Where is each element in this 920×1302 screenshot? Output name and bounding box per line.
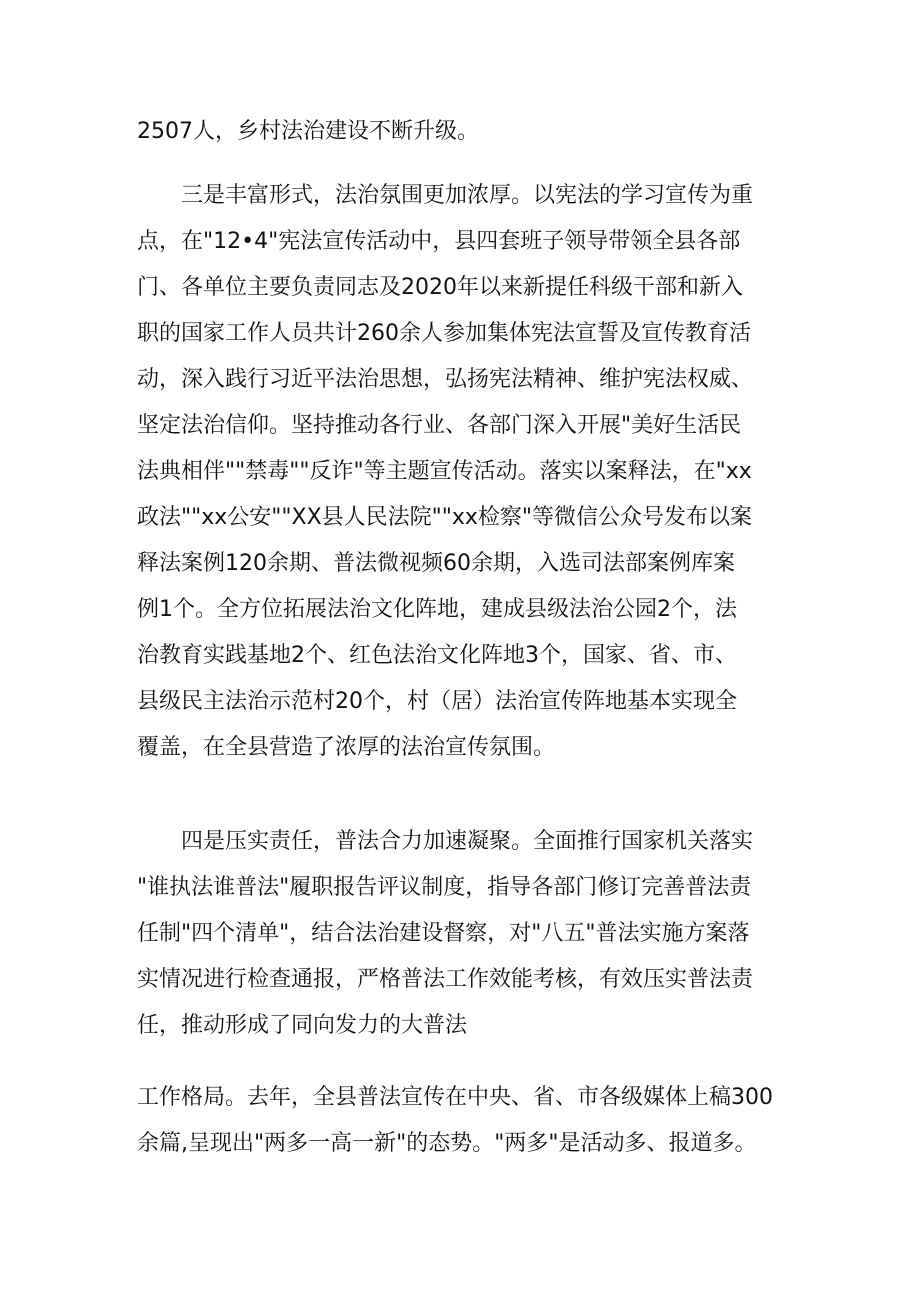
- text-line: 任制"四个清单"，结合法治建设督察，对"八五"普法实施方案落: [137, 921, 750, 946]
- text-line: 政法""xx公安""XX县人民法院""xx检察"等微信公众号发布以案: [137, 505, 753, 530]
- text-line: 治教育实践基地2个、红色法治文化阵地3个，国家、省、市、: [137, 643, 737, 668]
- text-line: 任，推动形成了同向发力的大普法: [137, 1013, 468, 1038]
- text-line: 释法案例120余期、普法微视频60余期，入选司法部案例库案: [137, 551, 735, 576]
- text-line: 法典相伴""禁毒""反诈"等主题宣传活动。落实以案释法，在"xx: [137, 459, 752, 484]
- text-line: 工作格局。去年，全县普法宣传在中央、省、市各级媒体上稿300: [137, 1085, 773, 1110]
- text-line: 坚定法治信仰。坚持推动各行业、各部门深入开展"美好生活民: [137, 413, 742, 438]
- text-line: 点，在"12•4"宪法宣传活动中，县四套班子领导带领全县各部: [137, 229, 741, 254]
- text-line: "谁执法谁普法"履职报告评议制度，指导各部门修订完善普法责: [137, 875, 752, 900]
- text-line: 2507人，乡村法治建设不断升级。: [137, 119, 479, 144]
- text-line: 覆盖，在全县营造了浓厚的法治宣传氛围。: [137, 735, 556, 760]
- text-line: 实情况进行检查通报，严格普法工作效能考核，有效压实普法责: [137, 967, 754, 992]
- text-line: 动，深入践行习近平法治思想，弘扬宪法精神、维护宪法权威、: [137, 367, 754, 392]
- text-line: 余篇,呈现出"两多一高一新"的态势。"两多"是活动多、报道多。: [137, 1131, 757, 1156]
- text-line: 门、各单位主要负责同志及2020年以来新提任科级干部和新入: [137, 275, 743, 300]
- text-line: 例1个。全方位拓展法治文化阵地，建成县级法治公园2个，法: [137, 597, 737, 622]
- text-line: 县级民主法治示范村20个，村（居）法治宣传阵地基本实现全: [137, 689, 737, 714]
- paragraph-first-line: 四是压实责任，普法合力加速凝聚。全面推行国家机关落实: [181, 829, 754, 854]
- text-line: 职的国家工作人员共计260余人参加集体宪法宣誓及宣传教育活: [137, 321, 751, 346]
- paragraph-first-line: 三是丰富形式，法治氛围更加浓厚。以宪法的学习宣传为重: [181, 183, 754, 208]
